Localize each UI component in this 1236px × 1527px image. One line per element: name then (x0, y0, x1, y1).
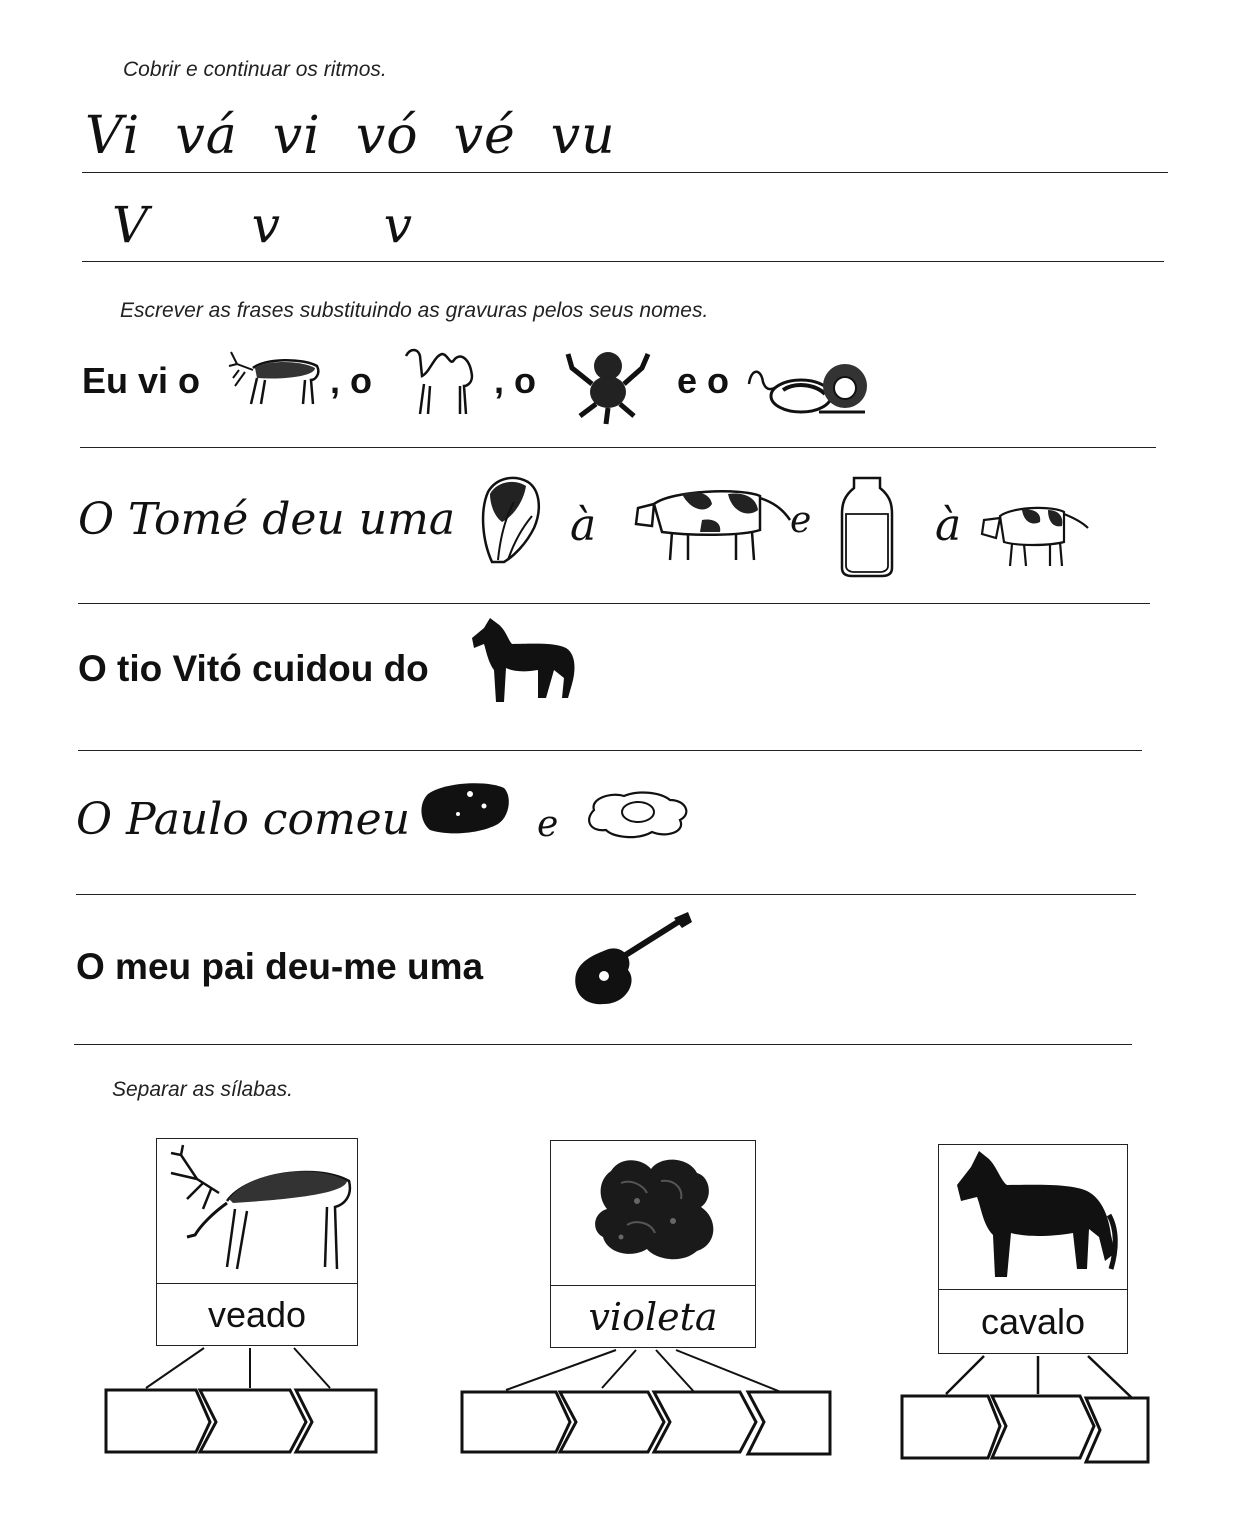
deer-icon (157, 1139, 357, 1283)
sentence-4-part-a: O Paulo comeu (76, 794, 411, 845)
sentence-1-part-a: Eu vi o (82, 360, 201, 401)
steak-icon (418, 780, 512, 838)
instruction-syllables: Separar as sílabas. (112, 1078, 293, 1101)
sentence-1-part-b: , o (330, 360, 372, 401)
deer-icon (225, 346, 325, 410)
sentence-4-part-b: e (537, 804, 559, 845)
sentence-2-part-c: e (790, 500, 812, 541)
milk-bottle-icon (838, 474, 896, 578)
instruction-rhythms: Cobrir e continuar os ritmos. (123, 58, 387, 81)
sentence-2-part-a: O Tomé deu uma (78, 494, 456, 545)
horse-icon (468, 614, 580, 706)
sentence-5-part-a: O meu pai deu-me uma (76, 946, 484, 987)
camel-icon (400, 342, 480, 417)
lion-icon (745, 354, 873, 422)
instruction-sentences: Escrever as frases substituindo as gravuras pelos seus nomes. (120, 299, 709, 322)
syllable-boxes-veado (100, 1344, 390, 1464)
card-picture (939, 1145, 1127, 1290)
sentence-2-part-b: à (570, 500, 597, 551)
cow-icon (632, 474, 792, 564)
word-card-veado (156, 1138, 358, 1346)
horse-icon (939, 1145, 1127, 1289)
violet-flower-icon (551, 1141, 755, 1285)
syllable-boxes-cavalo (896, 1352, 1158, 1468)
rhythm-line-2: V v v (112, 196, 426, 254)
word-card-cavalo (938, 1144, 1128, 1354)
card-picture (551, 1141, 755, 1286)
card-word: violeta (588, 1295, 718, 1339)
writing-line[interactable] (76, 894, 1136, 895)
writing-line[interactable] (80, 447, 1156, 448)
calf-icon (978, 496, 1090, 568)
rhythm-line-1: Vi vá vi vó vé vu (85, 106, 616, 166)
sentence-2-part-d: à (935, 500, 962, 551)
sentence-1-part-c: , o (494, 360, 536, 401)
card-picture (157, 1139, 357, 1284)
monkey-icon (562, 344, 654, 424)
word-card-violeta (550, 1140, 756, 1348)
writing-line[interactable] (78, 603, 1150, 604)
writing-line[interactable] (82, 261, 1164, 262)
card-word: cavalo (980, 1301, 1086, 1342)
writing-line[interactable] (78, 750, 1142, 751)
sentence-1-part-d: e o (677, 360, 730, 401)
guitar-icon (570, 912, 694, 1008)
syllable-boxes-violeta (456, 1346, 836, 1462)
writing-line[interactable] (74, 1044, 1132, 1045)
card-word: veado (207, 1294, 307, 1335)
fried-egg-icon (582, 790, 692, 840)
lettuce-icon (474, 470, 546, 566)
writing-line[interactable] (82, 172, 1168, 173)
sentence-3-part-a: O tio Vitó cuidou do (78, 648, 429, 689)
